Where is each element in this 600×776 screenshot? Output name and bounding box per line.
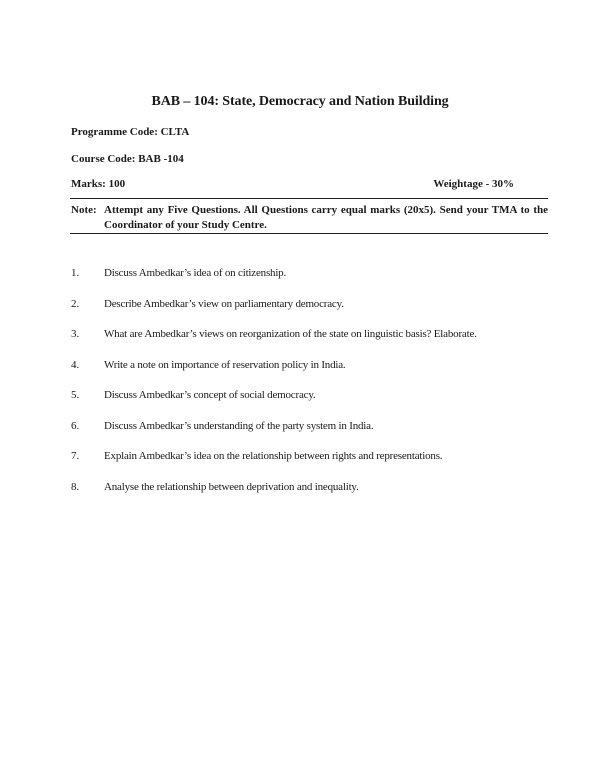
marks: Marks: 100 bbox=[71, 178, 126, 190]
note-bottom-rule bbox=[70, 233, 548, 234]
question-number: 7. bbox=[71, 450, 80, 462]
question-number: 3. bbox=[71, 328, 80, 340]
question-item bbox=[71, 450, 551, 481]
question-item bbox=[71, 420, 551, 451]
note-label: Note: bbox=[71, 204, 97, 216]
question-list bbox=[71, 267, 551, 511]
question-text: Describe Ambedkar’s view on parliamentary democracy. bbox=[104, 297, 344, 310]
note-top-rule bbox=[70, 198, 548, 199]
question-text: Discuss Ambedkar’s idea of on citizenship. bbox=[104, 267, 287, 279]
question-text: Analyse the relationship between deprivation and inequality. bbox=[104, 480, 359, 493]
question-item bbox=[71, 481, 551, 512]
note-text: Attempt any Five Questions. All Questions carry equal marks (20x5). Send your TMA to the Coordinator of your Study Centre. bbox=[104, 204, 548, 231]
question-number: 4. bbox=[71, 358, 80, 371]
question-item bbox=[71, 267, 551, 298]
programme-code: Programme Code: CLTA bbox=[71, 126, 190, 138]
course-code: Course Code: BAB -104 bbox=[71, 153, 184, 165]
question-text: Explain Ambedkar’s idea on the relationship between rights and representations. bbox=[104, 450, 443, 462]
question-number: 5. bbox=[71, 389, 80, 401]
weightage: Weightage - 30% bbox=[433, 178, 514, 190]
question-item bbox=[71, 359, 551, 390]
question-number: 8. bbox=[71, 480, 80, 493]
question-number: 1. bbox=[71, 267, 80, 279]
question-item bbox=[71, 298, 551, 329]
question-text: Discuss Ambedkar’s understanding of the party system in India. bbox=[104, 419, 374, 432]
question-number: 6. bbox=[71, 419, 80, 432]
question-text: Write a note on importance of reservation policy in India. bbox=[104, 358, 346, 371]
document-title: BAB – 104: State, Democracy and Nation Building bbox=[151, 94, 449, 109]
note-block bbox=[71, 203, 548, 233]
question-text: Discuss Ambedkar’s concept of social democracy. bbox=[104, 389, 316, 401]
question-text: What are Ambedkar’s views on reorganization of the state on linguistic basis? Elaborate. bbox=[104, 328, 477, 340]
question-item bbox=[71, 328, 551, 359]
question-item bbox=[71, 389, 551, 420]
question-number: 2. bbox=[71, 297, 80, 310]
